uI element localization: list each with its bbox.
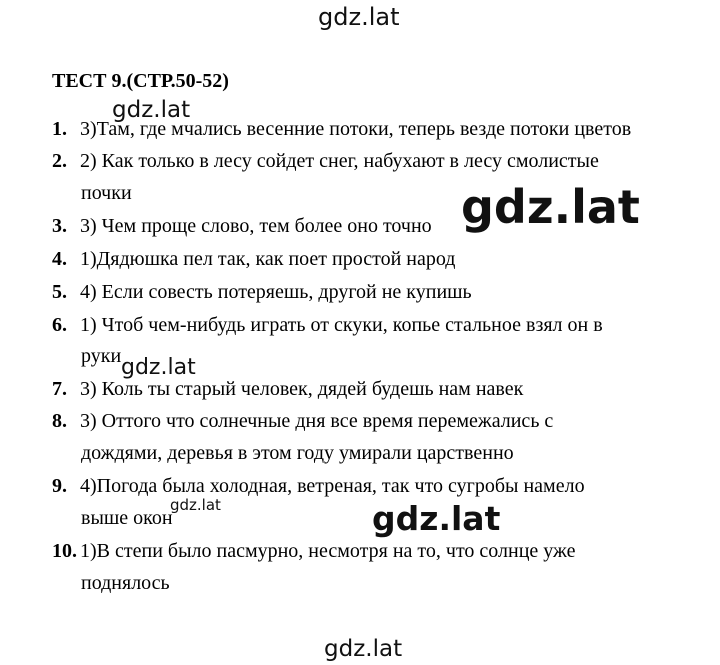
list-item (52, 535, 575, 567)
watermark-top: gdz.lat (318, 3, 400, 31)
item-text-continued: руки (81, 345, 122, 367)
item-text-continued: выше окон (81, 507, 173, 529)
watermark-large: gdz.lat (372, 499, 501, 538)
item-text: 1) Чтоб чем-нибудь играть от скуки, копье стальное взял он в (80, 314, 603, 336)
watermark-bottom: gdz.lat (324, 636, 403, 662)
page-title: ТЕСТ 9.(СТР.50-52) (52, 70, 229, 92)
list-item (52, 210, 432, 242)
item-number: 3. (52, 215, 67, 237)
item-number: 2. (52, 150, 67, 172)
item-text: 1)В степи было пасмурно, несмотря на то, что солнце уже (80, 540, 576, 562)
list-item (52, 470, 585, 502)
item-number: 10. (52, 540, 77, 562)
item-text-continued: поднялось (81, 572, 170, 594)
item-text: 4) Если совесть потеряешь, другой не купишь (80, 281, 472, 303)
watermark-small: gdz.lat (170, 496, 221, 514)
watermark-large: gdz.lat (461, 180, 640, 234)
item-number: 5. (52, 281, 67, 303)
item-number: 1. (52, 118, 67, 140)
item-text-continued: дождями, деревья в этом году умирали царственно (81, 442, 514, 464)
item-text: 3) Оттого что солнечные дня все время перемежались с (80, 410, 554, 432)
item-text: 2) Как только в лесу сойдет снег, набухают в лесу смолистые (80, 150, 599, 172)
item-number: 6. (52, 314, 67, 336)
watermark-small: gdz.lat (121, 355, 196, 380)
item-text: 3)Там, где мчались весенние потоки, теперь везде потоки цветов (80, 118, 632, 140)
item-text: 1)Дядюшка пел так, как поет простой народ (80, 248, 456, 270)
item-text: 4)Погода была холодная, ветреная, так что сугробы намело (80, 475, 585, 497)
item-number: 8. (52, 410, 67, 432)
watermark-small: gdz.lat (112, 97, 191, 123)
list-item (52, 145, 599, 177)
item-number: 9. (52, 475, 67, 497)
item-text-continued: почки (81, 182, 132, 204)
list-item (52, 309, 603, 341)
item-text: 3) Коль ты старый человек, дядей будешь нам навек (80, 378, 524, 400)
item-number: 7. (52, 378, 67, 400)
list-item (52, 405, 553, 437)
list-item (52, 276, 472, 308)
item-text: 3) Чем проще слово, тем более оно точно (80, 215, 432, 237)
list-item (52, 243, 455, 275)
item-number: 4. (52, 248, 67, 270)
